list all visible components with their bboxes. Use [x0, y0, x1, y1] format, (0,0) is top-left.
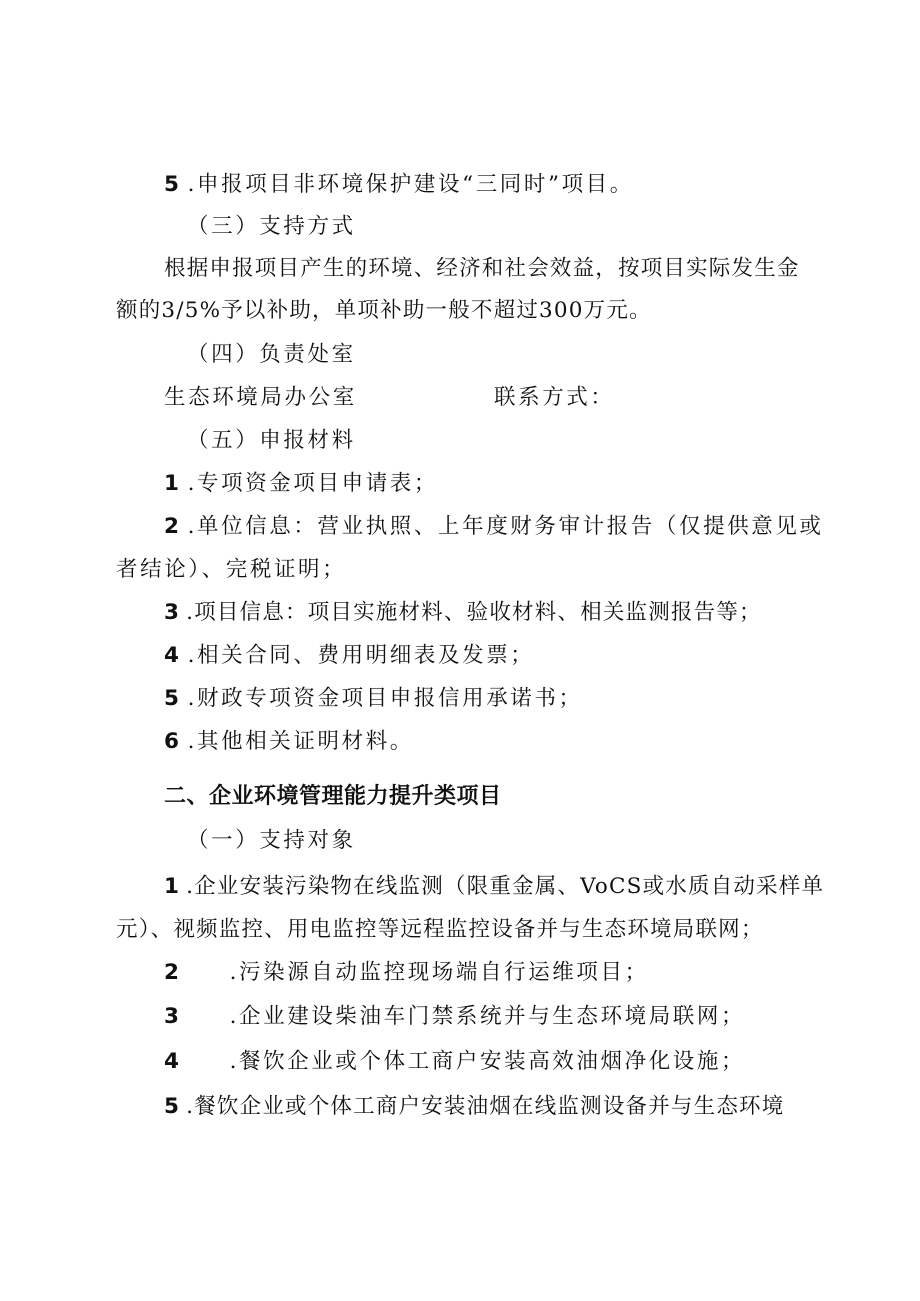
list-number: 4: [164, 643, 182, 668]
list-item: 1 .企业安装污染物在线监测（限重金属、VoCS或水质自动采样单: [164, 874, 825, 899]
line-text: 申报项目非环境保护建设“三同时”项目。: [197, 172, 634, 197]
subsection-heading: （五）申报材料: [187, 428, 356, 453]
list-number: 3: [164, 1004, 182, 1029]
line-text: 单位信息：营业执照、上年度财务审计报告（仅提供意见或: [197, 514, 824, 539]
line-text: 项目信息：项目实施材料、验收材料、相关监测报告等；: [194, 600, 762, 625]
list-item: 2 .污染源自动监控现场端自行运维项目；: [164, 960, 649, 985]
list-item: 2 .单位信息：营业执照、上年度财务审计报告（仅提供意见或: [164, 514, 824, 539]
list-number: 2: [164, 514, 182, 539]
list-item: 5 .财政专项资金项目申报信用承诺书；: [164, 686, 583, 711]
contact-label: 联系方式：: [494, 385, 615, 410]
line-text: 餐饮企业或个体工商户安装高效油烟净化设施；: [239, 1049, 746, 1074]
list-item: 4 .相关合同、费用明细表及发票；: [164, 643, 535, 668]
list-number: 4: [164, 1049, 182, 1074]
subsection-heading: （四）负责处室: [187, 342, 356, 367]
list-item: 4 .餐饮企业或个体工商户安装高效油烟净化设施；: [164, 1049, 746, 1074]
list-number: 5: [164, 172, 182, 197]
line-text: 相关合同、费用明细表及发票；: [197, 643, 535, 668]
list-item: 1 .专项资金项目申请表；: [164, 471, 439, 496]
paragraph-line: 额的3/5%予以补助，单项补助一般不超过300万元。: [116, 298, 652, 323]
list-number: 5: [164, 686, 182, 711]
department-name: 生态环境局办公室: [164, 385, 357, 410]
list-number: 6: [164, 729, 182, 754]
paragraph-line: 元）、视频监控、用电监控等远程监控设备并与生态环境局联网；: [116, 917, 764, 942]
paragraph-line: 者结论）、完税证明；: [116, 557, 347, 582]
line-text: 企业建设柴油车门禁系统并与生态环境局联网；: [239, 1004, 746, 1029]
list-item: 3 .项目信息：项目实施材料、验收材料、相关监测报告等；: [164, 600, 762, 625]
subsection-heading: （三）支持方式: [187, 214, 356, 239]
line-text: 财政专项资金项目申报信用承诺书；: [197, 686, 583, 711]
list-number: 1: [164, 874, 181, 899]
list-item: 3 .企业建设柴油车门禁系统并与生态环境局联网；: [164, 1004, 746, 1029]
contact-line: [164, 383, 864, 413]
list-number: 3: [164, 600, 181, 625]
line-text: 企业安装污染物在线监测（限重金属、VoCS或水质自动采样单: [194, 874, 825, 899]
list-number: 2: [164, 960, 182, 985]
line-text: 餐饮企业或个体工商户安装油烟在线监测设备并与生态环境: [194, 1094, 785, 1119]
line-text: 污染源自动监控现场端自行运维项目；: [239, 960, 649, 985]
list-number: 5: [164, 1094, 181, 1119]
list-item: 6 .其他相关证明材料。: [164, 729, 414, 754]
section-heading: 二、企业环境管理能力提升类项目: [164, 784, 502, 809]
paragraph-line: 5 .申报项目非环境保护建设“三同时”项目。: [164, 172, 634, 197]
list-item: 5 .餐饮企业或个体工商户安装油烟在线监测设备并与生态环境: [164, 1094, 785, 1119]
list-number: 1: [164, 471, 182, 496]
subsection-heading: （一）支持对象: [187, 828, 356, 853]
line-text: 专项资金项目申请表；: [197, 471, 439, 496]
paragraph-line: 根据申报项目产生的环境、经济和社会效益，按项目实际发生金: [164, 256, 800, 281]
line-text: 其他相关证明材料。: [197, 729, 414, 754]
